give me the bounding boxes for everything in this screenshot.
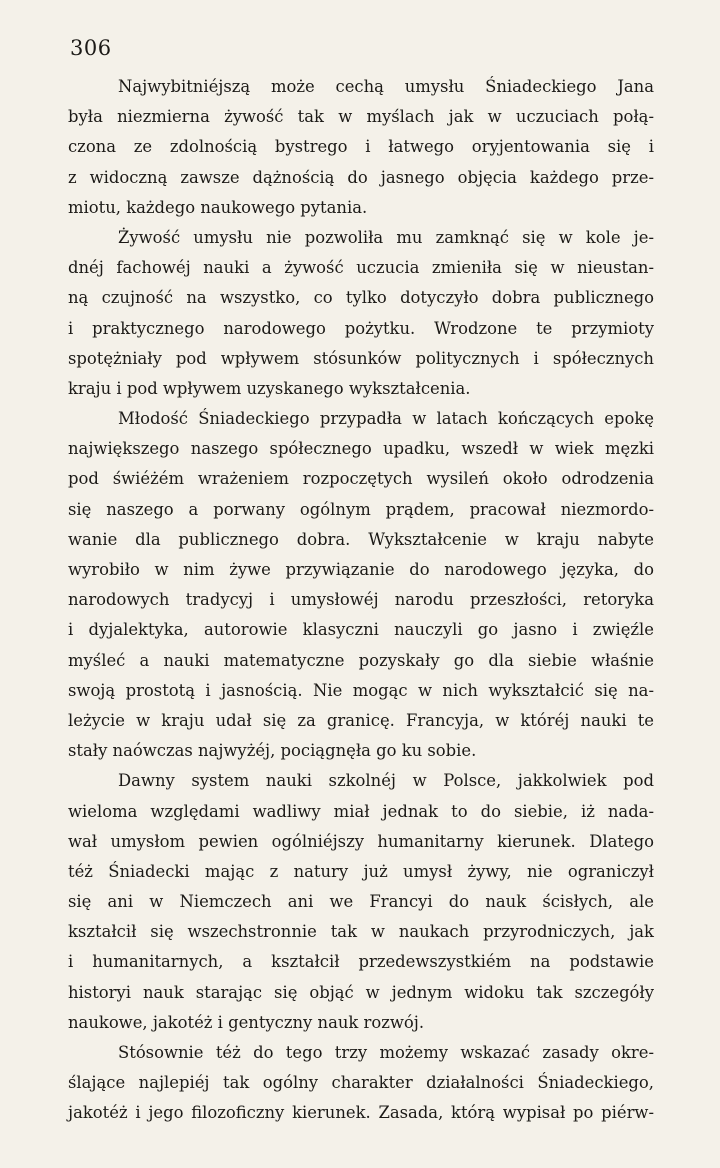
text-line: historyi nauk starając się objąć w jednym widoku tak szczegóły <box>68 982 654 1002</box>
text-line: Żywość umysłu nie pozwoliła mu zamknąć się w kole je- <box>118 227 654 247</box>
text-line: naukowe, jakotéż i gentyczny nauk rozwój. <box>68 1012 425 1032</box>
text-line: swoją prostotą i jasnością. Nie mogąc w nich wykształcić się na- <box>68 680 654 700</box>
text-line: największego naszego spółecznego upadku, wszedł w wiek męzki <box>68 439 654 459</box>
text-line: wieloma względami wadliwy miał jednak to do siebie, iż nada- <box>68 801 654 821</box>
text-line: się ani w Niemczech ani we Francyi do nauk ścisłych, ale <box>68 892 654 912</box>
text-line: kształcił się wszechstronnie tak w naukach przyrodniczych, jak <box>68 922 654 942</box>
text-line: stały naówczas najwyżéj, pociągnęła go ku sobie. <box>68 741 477 761</box>
text-line: Najwybitniéjszą może cechą umysłu Śniadeckiego Jana <box>118 77 654 96</box>
text-line: myśleć a nauki matematyczne pozyskały go dla siebie właśnie <box>68 650 654 670</box>
text-line: miotu, każdego naukowego pytania. <box>68 197 368 217</box>
text-line: wał umysłom pewien ogólniéjszy humanitarny kierunek. Dlatego <box>68 831 654 851</box>
text-line: leżycie w kraju udał się za granicę. Francyja, w któréj nauki te <box>68 710 654 730</box>
text-line: wyrobiło w nim żywe przywiązanie do narodowego języka, do <box>68 560 654 579</box>
text-line: i humanitarnych, a kształcił przedewszystkiém na podstawie <box>68 952 654 972</box>
body-text <box>68 72 654 1129</box>
text-line: Młodość Śniadeckiego przypadła w latach kończących epokę <box>118 409 654 429</box>
text-line: czona ze zdolnością bystrego i łatwego oryjentowania się i <box>68 137 654 157</box>
text-line: dnéj fachowéj nauki a żywość uczucia zmieniła się w nieustan- <box>68 258 654 278</box>
text-line: się naszego a porwany ogólnym prądem, pracował niezmordo- <box>68 499 654 519</box>
text-line: ślające najlepiéj tak ogólny charakter działalności Śniadeckiego, <box>68 1073 654 1093</box>
text-line: z widoczną zawsze dążnością do jasnego objęcia każdego prze- <box>68 167 654 187</box>
text-line: i dyjalektyka, autorowie klasyczni nauczyli go jasno i zwięźle <box>68 620 654 640</box>
text-line: ną czujność na wszystko, co tylko dotyczyło dobra publicznego <box>68 288 654 308</box>
text-line: pod świéżém wrażeniem rozpoczętych wysileń około odrodzenia <box>68 469 654 489</box>
text-line: jakotéż i jego filozoficzny kierunek. Zasada, którą wypisał po piérw- <box>68 1103 654 1123</box>
text-line: była niezmierna żywość tak w myślach jak w uczuciach połą- <box>68 107 654 127</box>
text-line: téż Śniadecki mając z natury już umysł żywy, nie ograniczył <box>68 861 654 881</box>
text-line: Stósownie téż do tego trzy możemy wskazać zasady okre- <box>118 1043 654 1062</box>
text-line: wanie dla publicznego dobra. Wykształcenie w kraju nabyte <box>68 529 654 549</box>
text-line: Dawny system nauki szkolnéj w Polsce, jakkolwiek pod <box>118 771 654 791</box>
text-line: narodowych tradycyj i umysłowéj narodu przeszłości, retoryka <box>68 590 654 610</box>
page-number: 306 <box>70 36 112 60</box>
text-line: kraju i pod wpływem uzyskanego wykształcenia. <box>68 378 471 398</box>
text-line: spotężniały pod wpływem stósunków politycznych i spółecznych <box>68 348 654 368</box>
text-line: i praktycznego narodowego pożytku. Wrodzone te przymioty <box>68 318 654 338</box>
